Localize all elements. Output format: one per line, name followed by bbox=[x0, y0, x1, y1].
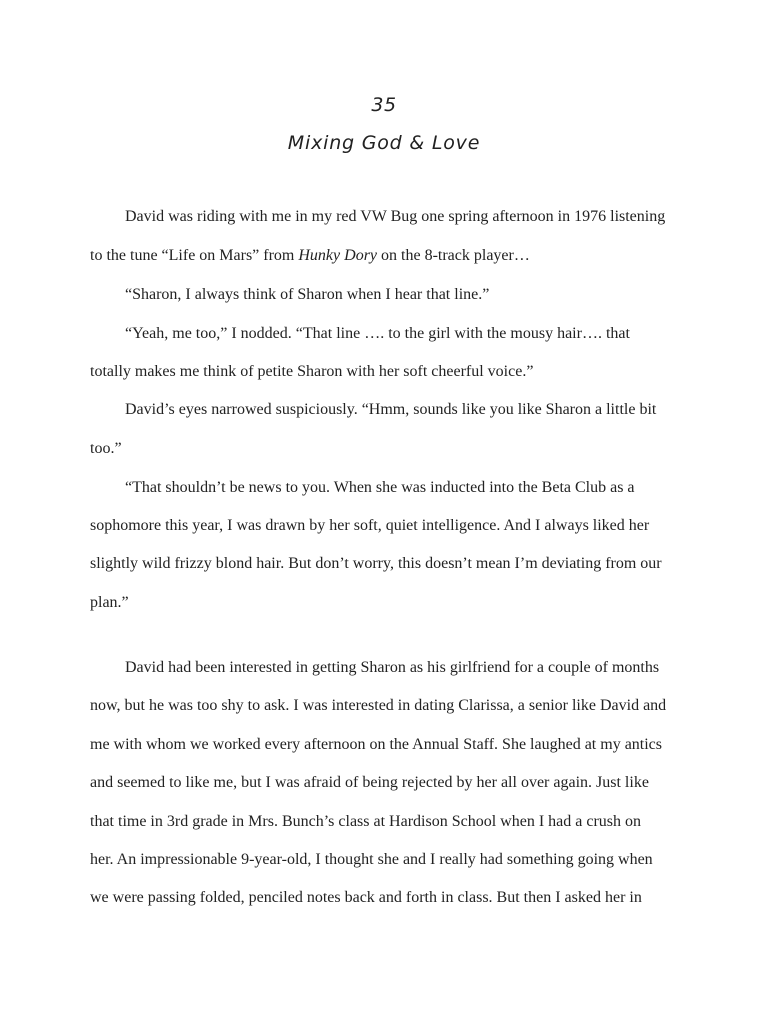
text-span: to the tune “Life on Mars” from bbox=[90, 247, 299, 264]
text-line: we were passing folded, penciled notes back and forth in class. But then I asked her in bbox=[90, 889, 642, 906]
album-title: Hunky Dory bbox=[298, 247, 378, 264]
text-line: sophomore this year, I was drawn by her soft, quiet intelligence. And I always liked her bbox=[90, 517, 650, 534]
text-line: David was riding with me in my red VW Bug one spring afternoon in 1976 listening bbox=[125, 208, 666, 225]
text-line: too.” bbox=[90, 440, 122, 457]
text-line: plan.” bbox=[90, 594, 129, 611]
text-line: that time in 3rd grade in Mrs. Bunch’s class at Hardison School when I had a crush on bbox=[90, 813, 641, 830]
text-line: me with whom we worked every afternoon on the Annual Staff. She laughed at my antics bbox=[90, 736, 663, 753]
text-line: totally makes me think of petite Sharon with her soft cheerful voice.” bbox=[90, 363, 534, 380]
text-line bbox=[90, 247, 530, 265]
text-line: now, but he was too shy to ask. I was interested in dating Clarissa, a senior like David and bbox=[90, 697, 667, 714]
text-line: her. An impressionable 9-year-old, I thought she and I really had something going when bbox=[90, 851, 653, 868]
text-line: slightly wild frizzy blond hair. But don’t worry, this doesn’t mean I’m deviating from our bbox=[90, 555, 662, 572]
text-line: “Yeah, me too,” I nodded. “That line …. to the girl with the mousy hair…. that bbox=[125, 325, 630, 342]
chapter-number: 35 bbox=[371, 94, 397, 116]
text-line: and seemed to like me, but I was afraid of being rejected by her all over again. Just like bbox=[90, 774, 649, 791]
text-line: “Sharon, I always think of Sharon when I hear that line.” bbox=[125, 286, 490, 303]
text-line: “That shouldn’t be news to you. When she was inducted into the Beta Club as a bbox=[125, 479, 635, 496]
text-span: on the 8-track player… bbox=[377, 247, 530, 264]
chapter-title: Mixing God & Love bbox=[287, 132, 481, 154]
text-line: David had been interested in getting Sharon as his girlfriend for a couple of months bbox=[125, 659, 660, 676]
text-line: David’s eyes narrowed suspiciously. “Hmm, sounds like you like Sharon a little bit bbox=[125, 401, 657, 418]
